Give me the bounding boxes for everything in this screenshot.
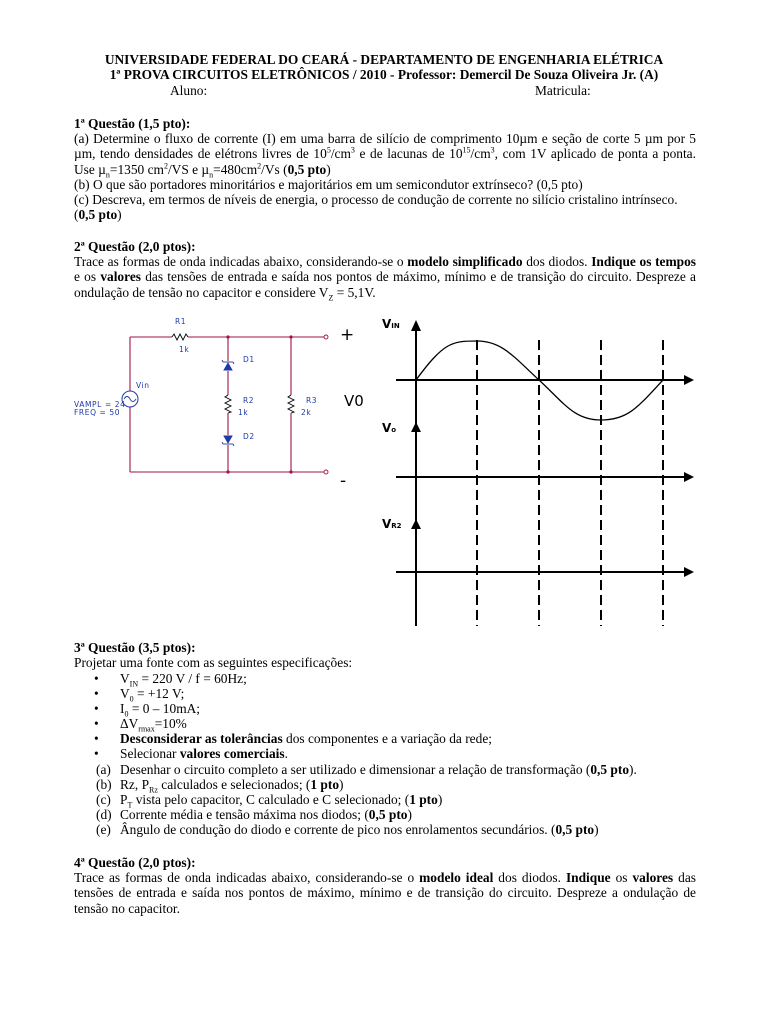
d2-label: D2 [243,432,255,441]
minus-sign: - [340,471,347,491]
question-2 [74,239,696,303]
vampl-label: VAMPL = 24 [74,400,126,409]
question-1-b: (b) O que são portadores minoritários e majoritários em um semicondutor extrínseco? (0,5 pto) [74,176,583,192]
vin-label: Vin [136,381,150,390]
d1-label: D1 [243,355,255,364]
matricula-label: Matricula: [535,83,591,98]
waveform-axes [374,312,694,626]
r2-value: 1k [238,408,249,417]
exam-title: 1ª PROVA CIRCUITOS ELETRÔNICOS / 2010 - Professor: Demercil De Souza Oliveira Jr. (A) [109,67,659,82]
question-2-text: Trace as formas de onda indicadas abaixo, considerando-se o modelo simplificado dos diodos. Indique os tempos e os valores das tensões de entrada e saída nos pontos de máximo, mínimo e de transição do circuito. Despreze a ondulação de tensão no capacitor e considere $V_Z = 5,1V$. [74,254,696,303]
question-3-header [74,640,696,670]
r1-resistor [172,334,188,340]
r3-value: 2k [301,408,312,417]
r1-value: 1k [179,345,190,354]
question-4 [74,855,696,916]
question-4-title: 4ª Questão (2,0 ptos): [74,855,196,870]
aluno-label: Aluno: [170,83,208,98]
plus-sign: + [340,325,355,345]
r1-label: R1 [175,317,187,326]
question-3-intro: Projetar uma fonte com as seguintes especificações: [74,655,353,671]
question-1-c: (c) Descreva, em termos de níveis de energia, o processo de condução de corrente no silício cristalino intrínseco. (0,5 pto) [74,192,678,223]
output-terminal-top [324,335,328,339]
r2-resistor [225,395,231,413]
output-terminal-bottom [324,470,328,474]
university-header: UNIVERSIDADE FEDERAL DO CEARÁ - DEPARTAMENTO DE ENGENHARIA ELÉTRICA [104,52,664,67]
question-2-title: 2ª Questão (2,0 ptos): [74,239,196,254]
r2-label: R2 [243,396,255,405]
circuit-schematic [72,312,368,492]
question-1 [74,116,696,222]
question-4-text: Trace as formas de onda indicadas abaixo, considerando-se o modelo ideal dos diodos. Indique os valores das tensões de entrada e saída nos pontos de máximo, mínimo e de transição do circuito. Despreze a ondulação de tensão no capacitor. [74,870,696,916]
d2-zener-icon [222,436,234,446]
r3-label: R3 [306,396,318,405]
vo-label: V0 [344,392,364,410]
vin-axis-label: VIN [382,317,400,331]
vo-axis-label: Vo [382,421,397,435]
freq-label: FREQ = 50 [74,408,121,417]
r3-resistor [288,395,294,413]
question-1-title: 1ª Questão (1,5 pto): [74,116,191,131]
question-3-title: 3ª Questão (3,5 ptos): [74,640,196,655]
exam-page: UNIVERSIDADE FEDERAL DO CEARÁ - DEPARTAMENTO DE ENGENHARIA ELÉTRICA 1ª PROVA CIRCUITOS ELETRÔNICOS / 2010 - Professor: Demercil De Souza Oliveira Jr. (A) Aluno: Matricula: 1ª Questão (1,5 pto): (a) Determine o fluxo de corrente (I) em uma barra de silício de comprimento 10µm e seção de corte 5 µm por 5 µm, tendo densidades de elétrons livres de $10^5/cm^3$ e de lacunas de $10^{15}/cm^3$, com 1V aplicado de ponta a ponta. Use µ$_n$=1350 $cm^2/VS$ e $\mu_n=480cm^2/Vs$ (0,5 pto) (b) O que são portadores minoritários e majoritários em um semicondutor extrínseco? (0,5 pto) (c) Descreva, em termos de níveis de energia, o processo de condução de corrente no silício cristalino intrínseco. (0,5 pto) 2ª Questão (2,0 ptos): Trace as formas de onda indicadas abaixo, considerando-se o modelo simplificado dos diodos. Indique os tempos e os valores das tensões de entrada e saída nos pontos de máximo, mínimo e de transição do circuito. Despreze a ondulação de tensão no capacitor e considere $V_Z = 5,1V$. R1 1k D1 R2 1k R3 2k D2 Vin VAMPL = 24 FREQ = 50 + - V0 VIN Vo VR2 3ª Questão (3,5 ptos): Projetar uma fonte com as seguintes especificações: • $V_{IN} = 220$ V / f = 60Hz; • $V_0 = +12$ V; • $I_0 = 0 - 10mA$; • $\Delta V_{rmax}=10\%$ • Desconsiderar as tolerâncias dos componentes e a variação da rede; • Selecionar valores comerciais. (a) Desenhar o circuito completo a ser utilizado e dimensionar a relação de transformação (0,5 pto). (b) Rz, $P_{Rz}$ calculados e selecionados; (1 pto) (c) $P_T$ vista pelo capacitor, C calculado e C selecionado; (1 pto) (d) Corrente média e tensão máxima nos diodos; (0,5 pto) (e) Ângulo de condução do diodo e corrente de pico nos enrolamentos secundários. (0,5 pto) 4ª Questão (2,0 ptos): Trace as formas de onda indicadas abaixo, considerando-se o modelo ideal dos diodos. Indique os valores das tensões de entrada e saída nos pontos de máximo, mínimo e de transição do circuito. Despreze a ondulação de tensão no capacitor. [0,0,768,1024]
question-1-a: (a) Determine o fluxo de corrente (I) em uma barra de silício de comprimento 10µm e seção de corte 5 µm por 5 µm, tendo densidades de elétrons livres de $10^5/cm^3$ e de lacunas de $10^{15}/cm^3$, com 1V aplicado de ponta a ponta. Use µ$_n$=1350 $cm^2/VS$ e $\mu_n=480cm^2/Vs$ (0,5 pto) [74,131,696,180]
d1-zener-icon [222,360,234,370]
vr2-axis-label: VR2 [382,517,402,531]
